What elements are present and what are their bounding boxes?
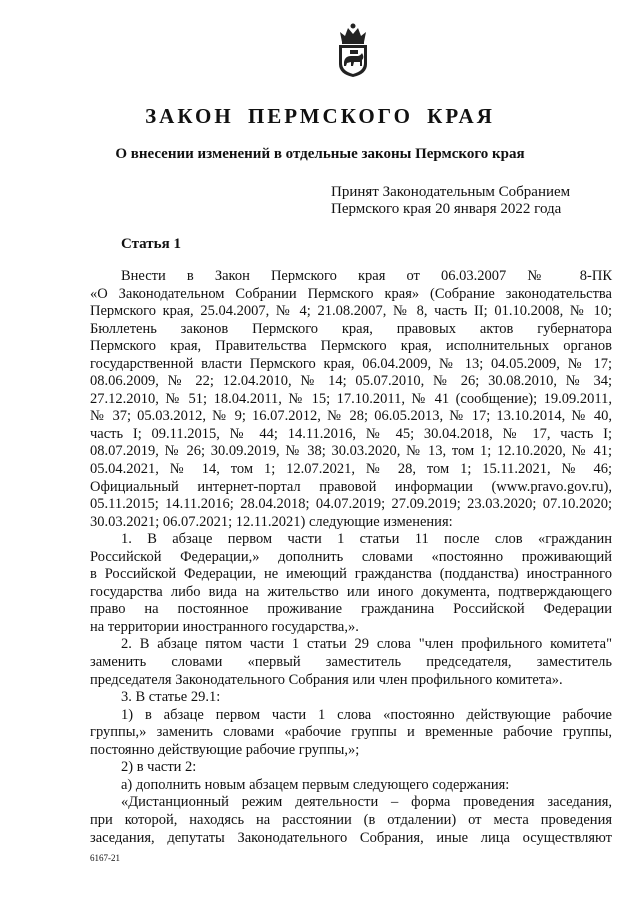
paragraph-line: 08.06.2009, № 22; 12.04.2010, № 14; 05.07.2010, № 26; 30.08.2010, № 34; <box>90 373 612 390</box>
document-title: ЗАКОН ПЕРМСКОГО КРАЯ <box>145 104 495 128</box>
paragraph-line: 2) в части 2: <box>121 759 197 776</box>
paragraph-line: 05.04.2021, № 14, том 1; 12.07.2021, № 28, том 1; 15.11.2021, № 46; <box>90 461 612 478</box>
adoption-line: Принят Законодательным Собранием <box>331 184 571 200</box>
paragraph-line: Официальный интернет-портал правовой информации (www.pravo.gov.ru), <box>90 478 612 495</box>
paragraph-line: 1) в абзаце первом части 1 слова «постоянно действующие рабочие <box>121 706 612 723</box>
paragraph-line: при которой, находясь на расстоянии (в отдалении) от места проведения <box>90 811 612 828</box>
article-heading: Статья 1 <box>121 236 181 252</box>
paragraph-line: Внести в Закон Пермского края от 06.03.2007 № 8-ПК <box>121 268 612 284</box>
paragraph-line: «Дистанционный режим деятельности – форма проведения заседания, <box>121 794 612 811</box>
paragraph-line: группы,» заменить словами «рабочие группы и временные рабочие группы, <box>90 724 612 741</box>
paragraph-line: заседания, депутаты Законодательного Собрания, иные лица осуществляют <box>90 829 612 846</box>
paragraph-line: 2. В абзаце пятом части 1 статьи 29 слова "член профильного комитета" <box>121 636 612 653</box>
paragraph-line: на территории иностранного государства,». <box>90 618 359 635</box>
paragraph-line: 3. В статье 29.1: <box>121 689 221 706</box>
perm-krai-coat-of-arms-icon <box>334 22 372 78</box>
adoption-line: Пермского края 20 января 2022 года <box>331 201 562 217</box>
paragraph-line: 05.11.2015; 14.11.2016; 28.04.2018; 04.07.2019; 27.09.2019; 23.03.2020; 07.10.2020; <box>90 496 612 513</box>
paragraph-line: часть I; 09.11.2015, № 44; 14.11.2016, № 45; 30.04.2018, № 17, часть I; <box>90 425 612 442</box>
paragraph-line: Российской Федерации,» дополнить словами «постоянно проживающий <box>90 548 612 565</box>
paragraph-line: 30.03.2021; 06.07.2021; 12.11.2021) следующие изменения: <box>90 513 453 530</box>
paragraph-line: заменить словами «первый заместитель председателя, заместитель <box>90 654 612 671</box>
paragraph-line: 27.12.2010, № 51; 18.04.2011, № 15; 17.10.2011, № 41 (сообщение); 19.09.2011, <box>90 390 612 407</box>
paragraph-line: постоянно действующие рабочие группы,»; <box>90 741 360 758</box>
paragraph-line: Пермского края, 25.04.2007, № 4; 21.08.2007, № 8, часть II; 01.10.2008, № 10; <box>90 303 612 320</box>
paragraph-line: «О Законодательном Собрании Пермского края» (Собрание законодательства <box>90 285 612 302</box>
paragraph-line: в Российской Федерации, не имеющий гражданства (подданства) иностранного <box>90 566 612 583</box>
document-subtitle: О внесении изменений в отдельные законы Пермского края <box>115 146 525 162</box>
paragraph-line: № 37; 05.03.2012, № 9; 16.07.2012, № 28; 06.05.2013, № 17; 13.10.2014, № 40, <box>90 408 612 425</box>
paragraph-line: право на постоянное проживание гражданина Российской Федерации <box>90 601 612 618</box>
paragraph-line: 1. В абзаце первом части 1 статьи 11 после слов «гражданин <box>121 531 612 548</box>
paragraph-line: а) дополнить новым абзацем первым следующего содержания: <box>121 776 510 793</box>
adoption-note <box>331 184 570 218</box>
paragraph-line: государства либо вида на жительство или иного документа, подтверждающего <box>90 583 612 600</box>
paragraph-line: Бюллетень законов Пермского края, правовых актов губернатора <box>90 320 612 337</box>
paragraph-line: государственной власти Пермского края, 06.04.2009, № 13; 04.05.2009, № 17; <box>90 355 612 372</box>
paragraph-line: председателя Законодательного Собрания или член профильного комитета». <box>90 671 563 688</box>
paragraph-line: Пермского края, Правительства Пермского края, исполнительных органов <box>90 338 612 355</box>
document-body <box>90 268 612 847</box>
paragraph-line: 08.07.2019, № 26; 30.09.2019, № 38; 30.03.2020, № 13, том 1; 12.10.2020, № 41; <box>90 443 612 460</box>
document-code: 6167-21 <box>90 853 120 863</box>
